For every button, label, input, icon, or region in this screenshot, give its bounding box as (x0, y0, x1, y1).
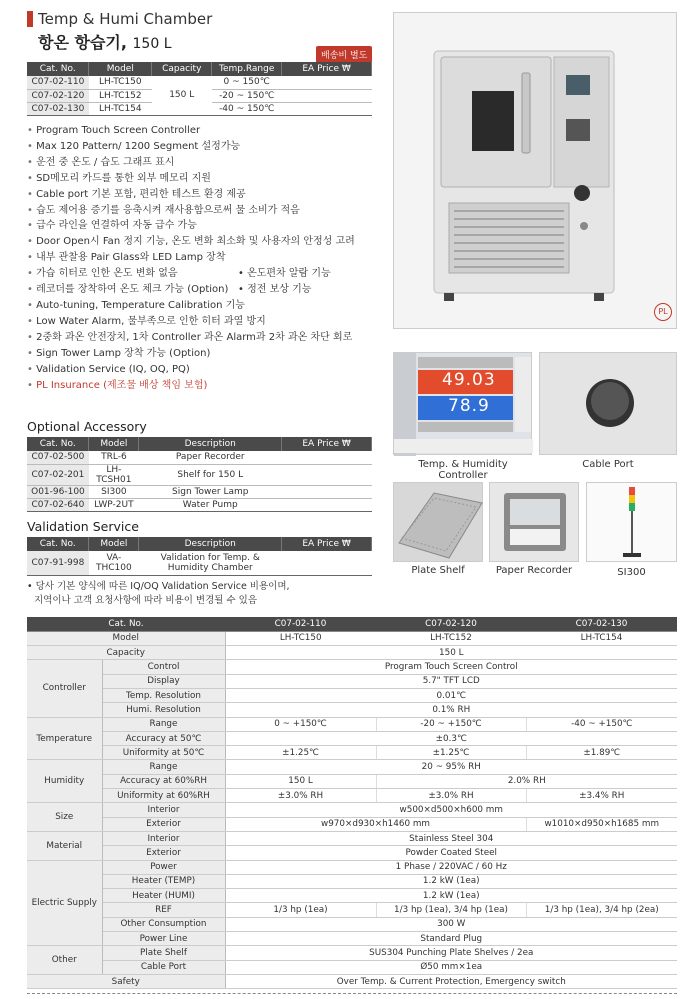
spec-group: Material (27, 831, 102, 860)
spec-value: Ø50 mm×1ea (225, 960, 677, 974)
spec-group: Controller (27, 660, 102, 717)
table-row (27, 674, 677, 688)
spec-value: w500×d500×h600 mm (225, 803, 677, 817)
spec-model: LH-TC154 (526, 631, 677, 645)
spec-value: 1.2 kW (1ea) (225, 874, 677, 888)
table-row (27, 831, 677, 845)
table-row (27, 646, 677, 660)
spec-value: 1.2 kW (1ea) (225, 889, 677, 903)
table-row (27, 917, 677, 931)
spec-model: LH-TC152 (376, 631, 526, 645)
table-row (27, 846, 677, 860)
si300-caption: SI300 (617, 567, 646, 578)
plate-shelf-illustration (394, 483, 484, 563)
spec-label: Interior (102, 831, 225, 845)
feature-item: • Low Water Alarm, 물부족으로 인한 히터 과열 방지 (27, 314, 387, 330)
feature-item: • 급수 라인을 연결하여 자동 급수 가능 (27, 218, 387, 234)
spec-value: 1/3 hp (1ea), 3/4 hp (2ea) (526, 903, 677, 917)
spec-value: 150 L (225, 646, 677, 660)
spec-model: LH-TC150 (225, 631, 376, 645)
price (282, 102, 372, 115)
feature-item: • Door Open시 Fan 정지 기능, 온도 변화 최소화 및 사용자의 안정성 고려 (27, 234, 387, 250)
paper-recorder-photo (489, 482, 579, 562)
model: TRL-6 (89, 451, 139, 464)
col-price: EA Price ₩ (282, 537, 372, 551)
table-row (27, 860, 677, 874)
feature-item: • Cable port 기본 포함, 편리한 테스트 환경 제공 (27, 187, 387, 203)
spec-cat: C07-02-120 (376, 617, 526, 631)
table-row (27, 703, 677, 717)
table-row (27, 889, 677, 903)
note-line-2: 지역이나 고객 요청사항에 따라 비용이 변경될 수 있음 (34, 595, 258, 606)
col-capacity: Capacity (152, 62, 212, 76)
table-row (27, 817, 677, 831)
spec-group: Temperature (27, 717, 102, 760)
cat-no: O01-96-100 (27, 485, 89, 498)
spec-value: 150 L (225, 774, 376, 788)
model: VA-THC100 (89, 551, 139, 575)
paper-recorder-caption: Paper Recorder (495, 565, 573, 576)
table-row (27, 946, 677, 960)
bottom-divider (27, 993, 677, 994)
feature-text: 레코더를 장착하여 온도 체크 가능 (Option) (36, 284, 229, 296)
shipping-badge: 배송비 별도 (316, 46, 372, 63)
price (282, 485, 372, 498)
spec-value: -20 ~ +150℃ (376, 717, 526, 731)
table-row (27, 688, 677, 702)
spec-label: Accuracy at 60%RH (102, 774, 225, 788)
paper-recorder-illustration (490, 483, 580, 563)
spec-value: ±1.25℃ (225, 746, 376, 760)
validation-table (27, 537, 372, 576)
spec-value: 300 W (225, 917, 677, 931)
table-row (27, 485, 372, 498)
spec-label: Exterior (102, 817, 225, 831)
feature-text: 정전 보상 기능 (247, 284, 312, 296)
description: Paper Recorder (139, 451, 282, 464)
model: LH-TC154 (89, 102, 152, 115)
description: Shelf for 150 L (139, 464, 282, 485)
temp-range: -20 ~ 150℃ (212, 89, 282, 102)
spec-value: 5.7" TFT LCD (225, 674, 677, 688)
cable-port-caption: Cable Port (582, 459, 634, 470)
spec-table (27, 617, 677, 989)
accessory-table (27, 437, 372, 512)
table-row (27, 803, 677, 817)
spec-label: Interior (102, 803, 225, 817)
col-desc: Description (139, 537, 282, 551)
model: LWP-2UT (89, 498, 139, 511)
spec-label: Uniformity at 50℃ (102, 746, 225, 760)
spec-label: Cable Port (102, 960, 225, 974)
table-row (27, 903, 677, 917)
spec-label: Power (102, 860, 225, 874)
table-row (27, 760, 677, 774)
capacity: 150 L (152, 76, 212, 115)
spec-value: 0.1% RH (225, 703, 677, 717)
col-cat: Cat. No. (27, 537, 89, 551)
spec-label: Capacity (27, 646, 225, 660)
spec-label: Other Consumption (102, 917, 225, 931)
table-row (27, 932, 677, 946)
screen-temp-value: 49.03 (442, 370, 496, 390)
feature-item: • Program Touch Screen Controller (27, 123, 387, 139)
feature-item: • 내부 관찰용 Pair Glass와 LED Lamp 장착 (27, 250, 387, 266)
note-line-1: • 당사 기본 양식에 따른 IQ/OQ Validation Service 비용이며, (27, 581, 290, 592)
col-model: Model (89, 437, 139, 451)
spec-value: SUS304 Punching Plate Shelves / 2ea (225, 946, 677, 960)
controller-caption: Temp. & Humidity Controller (418, 459, 508, 481)
spec-header-row (27, 617, 677, 631)
spec-group: Size (27, 803, 102, 832)
spec-value: ±3.0% RH (376, 789, 526, 803)
spec-value: 0.01℃ (225, 688, 677, 702)
cable-port-photo (539, 352, 677, 455)
spec-value: Stainless Steel 304 (225, 831, 677, 845)
model: LH-TC150 (89, 76, 152, 89)
feature-item: • Validation Service (IQ, OQ, PQ) (27, 362, 387, 378)
col-cat: Cat. No. (27, 62, 89, 76)
spec-label: Accuracy at 50℃ (102, 731, 225, 745)
price (282, 89, 372, 102)
col-model: Model (89, 62, 152, 76)
pl-mark-icon: PL (654, 303, 672, 321)
spec-group: Humidity (27, 760, 102, 803)
screen-humi-value: 78.9 (448, 396, 490, 416)
table-row (27, 551, 372, 575)
spec-group: Other (27, 946, 102, 975)
spec-value: Powder Coated Steel (225, 846, 677, 860)
validation-service-title: Validation Service (27, 519, 139, 534)
feature-item: • PL Insurance (제조물 배상 책임 보험) (27, 378, 387, 394)
feature-item: • 운전 중 온도 / 습도 그래프 표시 (27, 155, 387, 171)
feature-list (27, 123, 387, 393)
spec-value: 20 ~ 95% RH (225, 760, 677, 774)
cat-no: C07-02-640 (27, 498, 89, 511)
spec-value: -40 ~ +150℃ (526, 717, 677, 731)
model: LH-TC152 (89, 89, 152, 102)
description: Water Pump (139, 498, 282, 511)
spec-label: Control (102, 660, 225, 674)
table-row (27, 774, 677, 788)
description-line-2: Humidity Chamber (167, 562, 253, 573)
validation-note (27, 580, 290, 608)
product-title-en: Temp & Humi Chamber (38, 10, 213, 28)
spec-value: 1/3 hp (1ea), 3/4 hp (1ea) (376, 903, 526, 917)
model: LH-TCSH01 (89, 464, 139, 485)
table-row (27, 731, 677, 745)
spec-value: 0 ~ +150℃ (225, 717, 376, 731)
chamber-illustration (394, 13, 678, 330)
spec-label: Temp. Resolution (102, 688, 225, 702)
spec-group: Electric Supply (27, 860, 102, 946)
table-row (27, 960, 677, 974)
controller-photo (393, 352, 532, 455)
description (139, 551, 282, 575)
price (282, 451, 372, 464)
spec-label: Power Line (102, 932, 225, 946)
cat-no: C07-91-998 (27, 551, 89, 575)
spec-label: Plate Shelf (102, 946, 225, 960)
cat-no: C07-02-110 (27, 76, 89, 89)
spec-label: Range (102, 717, 225, 731)
col-desc: Description (139, 437, 282, 451)
cable-port-illustration (540, 353, 678, 456)
table-row (27, 974, 677, 988)
feature-item (27, 282, 387, 298)
product-capacity: 150 L (132, 36, 172, 52)
spec-value: 1/3 hp (1ea) (225, 903, 376, 917)
table-row (27, 660, 677, 674)
spec-label: Humi. Resolution (102, 703, 225, 717)
spec-label: Display (102, 674, 225, 688)
price (282, 76, 372, 89)
temp-range: -40 ~ 150℃ (212, 102, 282, 115)
feature-item: • Sign Tower Lamp 장착 가능 (Option) (27, 346, 387, 362)
spec-value: Program Touch Screen Control (225, 660, 677, 674)
spec-label: Safety (27, 974, 225, 988)
spec-label: Exterior (102, 846, 225, 860)
product-title-ko-text: 항온 항습기, (38, 33, 127, 52)
description-line-1: Validation for Temp. & (160, 552, 260, 563)
spec-header-cat: Cat. No. (27, 617, 225, 631)
table-row (27, 789, 677, 803)
spec-cat: C07-02-130 (526, 617, 677, 631)
cat-no: C07-02-130 (27, 102, 89, 115)
si300-photo (586, 482, 677, 562)
plate-shelf-caption: Plate Shelf (411, 565, 465, 576)
title-accent-bar (27, 11, 33, 27)
product-title-ko (38, 30, 172, 53)
spec-value: 1 Phase / 220VAC / 60 Hz (225, 860, 677, 874)
model: SI300 (89, 485, 139, 498)
chamber-photo (393, 12, 677, 329)
plate-shelf-photo (393, 482, 483, 562)
spec-label: Range (102, 760, 225, 774)
price (282, 464, 372, 485)
col-cat: Cat. No. (27, 437, 89, 451)
feature-item-col2: • 온도편차 알람 기능 (238, 268, 331, 280)
col-price: EA Price ₩ (282, 62, 372, 76)
spec-label: REF (102, 903, 225, 917)
spec-value: ±3.4% RH (526, 789, 677, 803)
cat-no: C07-02-201 (27, 464, 89, 485)
temp-range: 0 ~ 150℃ (212, 76, 282, 89)
spec-value: w1010×d950×h1685 mm (526, 817, 677, 831)
table-row (27, 498, 372, 511)
col-temp-range: Temp.Range (212, 62, 282, 76)
spec-value: w970×d930×h1460 mm (225, 817, 526, 831)
description: Sign Tower Lamp (139, 485, 282, 498)
spec-value: ±1.25℃ (376, 746, 526, 760)
sign-tower-illustration (587, 483, 678, 563)
feature-item (27, 266, 387, 282)
spec-label: Heater (HUMI) (102, 889, 225, 903)
feature-item: • Max 120 Pattern/ 1200 Segment 설정가능 (27, 139, 387, 155)
optional-accessory-title: Optional Accessory (27, 419, 147, 434)
feature-text: 온도편차 알람 기능 (247, 268, 331, 280)
spec-value: ±0.3℃ (225, 731, 677, 745)
price (282, 551, 372, 575)
table-row (27, 464, 372, 485)
spec-value: Over Temp. & Current Protection, Emergency switch (225, 974, 677, 988)
cat-no: C07-02-500 (27, 451, 89, 464)
feature-text: 가습 히터로 인한 온도 변화 없음 (36, 268, 178, 280)
table-row (27, 746, 677, 760)
spec-value: ±1.89℃ (526, 746, 677, 760)
price (282, 498, 372, 511)
feature-item: • 2중화 과온 안전장치, 1차 Controller 과온 Alarm과 2차 과온 차단 회로 (27, 330, 387, 346)
spec-label: Uniformity at 60%RH (102, 789, 225, 803)
feature-item: • 습도 제어용 증기를 응축시켜 재사용함으로써 물 소비가 적음 (27, 203, 387, 219)
spec-label: Heater (TEMP) (102, 874, 225, 888)
table-row (27, 631, 677, 645)
col-model: Model (89, 537, 139, 551)
cat-no: C07-02-120 (27, 89, 89, 102)
table-row (27, 451, 372, 464)
feature-item: • SD메모리 카드를 통한 외부 메모리 지원 (27, 171, 387, 187)
spec-cat: C07-02-110 (225, 617, 376, 631)
spec-value: ±3.0% RH (225, 789, 376, 803)
spec-value: Standard Plug (225, 932, 677, 946)
spec-label: Model (27, 631, 225, 645)
spec-value: 2.0% RH (376, 774, 677, 788)
feature-item: • Auto-tuning, Temperature Calibration 기능 (27, 298, 387, 314)
table-row (27, 717, 677, 731)
table-row (27, 76, 372, 89)
feature-item-col2: • 정전 보상 기능 (238, 284, 312, 296)
table-row (27, 874, 677, 888)
models-table (27, 62, 372, 116)
col-price: EA Price ₩ (282, 437, 372, 451)
